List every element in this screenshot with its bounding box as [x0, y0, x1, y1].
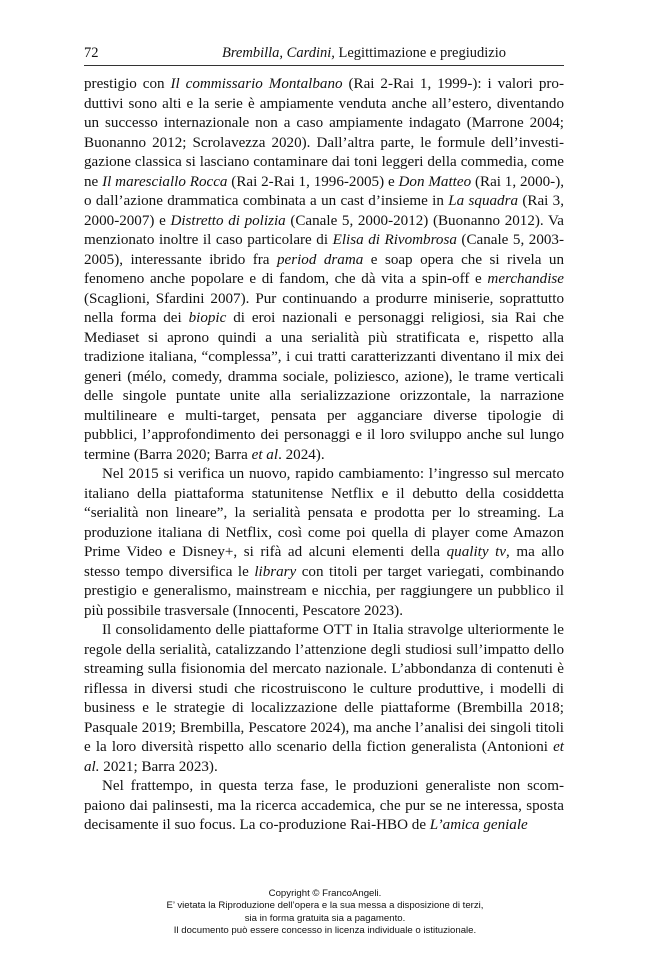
paragraph	[84, 621, 564, 777]
text-run: Nel 2015 si verifica un nuovo, rapido cambiamento: l’ingresso sul mercato italiano della piattaforma statunitense Netflix e il debutto della cosiddetta “serialità non lineare”, la serialità pensata e prodotta per lo streaming. La produzione italiana di Netflix, così come poi quella di player come Amazon Prime Video e Disney+, si rifà ad alcuni elementi della	[84, 466, 564, 560]
paragraph	[84, 75, 564, 465]
running-head-authors: Brembilla, Cardini,	[221, 45, 335, 61]
italic-text: Il maresciallo Rocca	[102, 173, 228, 190]
text-run: (Rai 1, 2000-), o dall’azione drammatica combinata a un cast d’insieme in	[84, 173, 564, 209]
italic-text: Distretto di polizia	[170, 212, 286, 229]
text-run: Nel frattempo, in questa terza fase, le produzioni generaliste non scompaiono dai palinsesti, ma la ricerca accademica, che pur se ne interessa, sposta decisamente il suo focus. La co-produzione Rai-HBO de	[84, 778, 564, 833]
text-run: Il consolidamento delle piattaforme OTT in Italia stravolge ulteriormente le regole della serialità, catalizzando l’attenzione degli studiosi sull’impatto dello streaming sulla fisionomia del mercato nazionale. L’abbondanza di contenuti è riflessa in diversi studi che ricostruiscono le culture produttive, i modelli di business e le strategie di localizzazione delle piattaforme (Brembilla 2018; Pasquale 2019; Brembilla, Pescatore 2024), ma anche l’analisi dei singoli titoli e la loro diversità rispetto allo scenario della fiction generalista (Antonioni	[84, 622, 564, 755]
italic-text: library	[254, 563, 297, 580]
italic-text: La squadra	[448, 193, 519, 209]
italic-text: L’amica geniale	[429, 817, 528, 833]
copyright-footer	[0, 888, 650, 938]
italic-text: Don Matteo	[398, 173, 472, 190]
text-run: , ma allo stesso tempo diversifica le	[84, 544, 564, 580]
italic-text: merchandise	[487, 271, 564, 287]
paragraph	[84, 777, 564, 836]
running-head	[164, 45, 564, 62]
page-number: 72	[84, 45, 99, 61]
text-run: di eroi nazionali e personaggi religiosi, sia Rai che Mediaset si aprono quindi a una serialità più stratificata e, rispetto alla tradizione italiana, “complessa”, i cui tratti caratterizzanti diventano il mix dei generi (mélo, comedy, dramma sociale, poliziesco, azione), le trame verticali delle singole puntate unite alla serializzazione orizzontale, la narrazione multilineare e multi-target, pensata per agganciare diverse tipologie di pubblici, l’approfondimento dei personaggi e il loro sviluppo anche sul lungo termine (Barra 2020; Barra	[84, 310, 565, 463]
text-run: 2021; Barra 2023).	[99, 758, 218, 775]
italic-text: biopic	[188, 310, 227, 326]
text-run: . 2024).	[278, 446, 325, 463]
italic-text: Il commissario Montalbano	[170, 76, 343, 92]
footer-line-3: sia in forma gratuita sia a pagamento.	[244, 912, 406, 924]
text-run: (Canale 5, 2000-2012) (Buonanno 2012). Va menzionato inoltre il caso particolare di	[84, 212, 564, 248]
text-run: (Rai 2-Rai 1, 1996-2005) e	[227, 173, 399, 190]
footer-line-2: E’ vietata la Riproduzione dell’opera e la sua messa a disposizione di terzi,	[166, 900, 484, 912]
footer-line-4: Il documento può essere concesso in licenza individuale o istituzionale.	[173, 925, 477, 937]
text-run: (Rai 2-Rai 1, 1999-): i valori produttivi sono alti e la serie è ampiamente venduta anche all’estero, diventando un successo internazionale non a caso ampiamente indagato (Marrone 2004; Buonanno 2012; Scrolavezza 2020). Dall’altra parte, le formule dell’investigazione classica si lasciano contaminare dai toni leggeri della commedia, come ne	[84, 76, 564, 190]
italic-text: et al	[251, 446, 279, 463]
italic-text: quality tv	[446, 544, 507, 560]
header-rule	[84, 65, 564, 66]
running-head-title: Legittimazione e pregiudizio	[338, 45, 507, 61]
italic-text: et al.	[84, 739, 564, 775]
running-header	[84, 40, 564, 62]
italic-text: Elisa di Rivombrosa	[332, 232, 457, 248]
text-run: (Scaglioni, Sfardini 2007). Pur continuando a produrre miniserie, soprattutto nella forma dei	[84, 290, 564, 326]
footer-line-1: Copyright © FrancoAngeli.	[268, 888, 382, 899]
text-run: prestigio con	[84, 76, 171, 92]
text-run: (Canale 5, 2003-2005), interessante ibrido fra	[84, 232, 564, 268]
italic-text: period drama	[276, 251, 364, 268]
text-run: (Rai 3, 2000-2007) e	[84, 193, 564, 229]
text-run: e soap opera che si rivela un fenomeno anche popolare e di fandom, che dà vita a spin-off e	[84, 251, 564, 287]
text-run: con titoli per target variegati, combinando prestigio e generalismo, mainstream e nicchia, per raggiungere un pubblico il più possibile trasversale (Innocenti, Pescatore 2023).	[84, 563, 564, 619]
body-text	[84, 75, 564, 836]
paragraph	[84, 465, 564, 621]
